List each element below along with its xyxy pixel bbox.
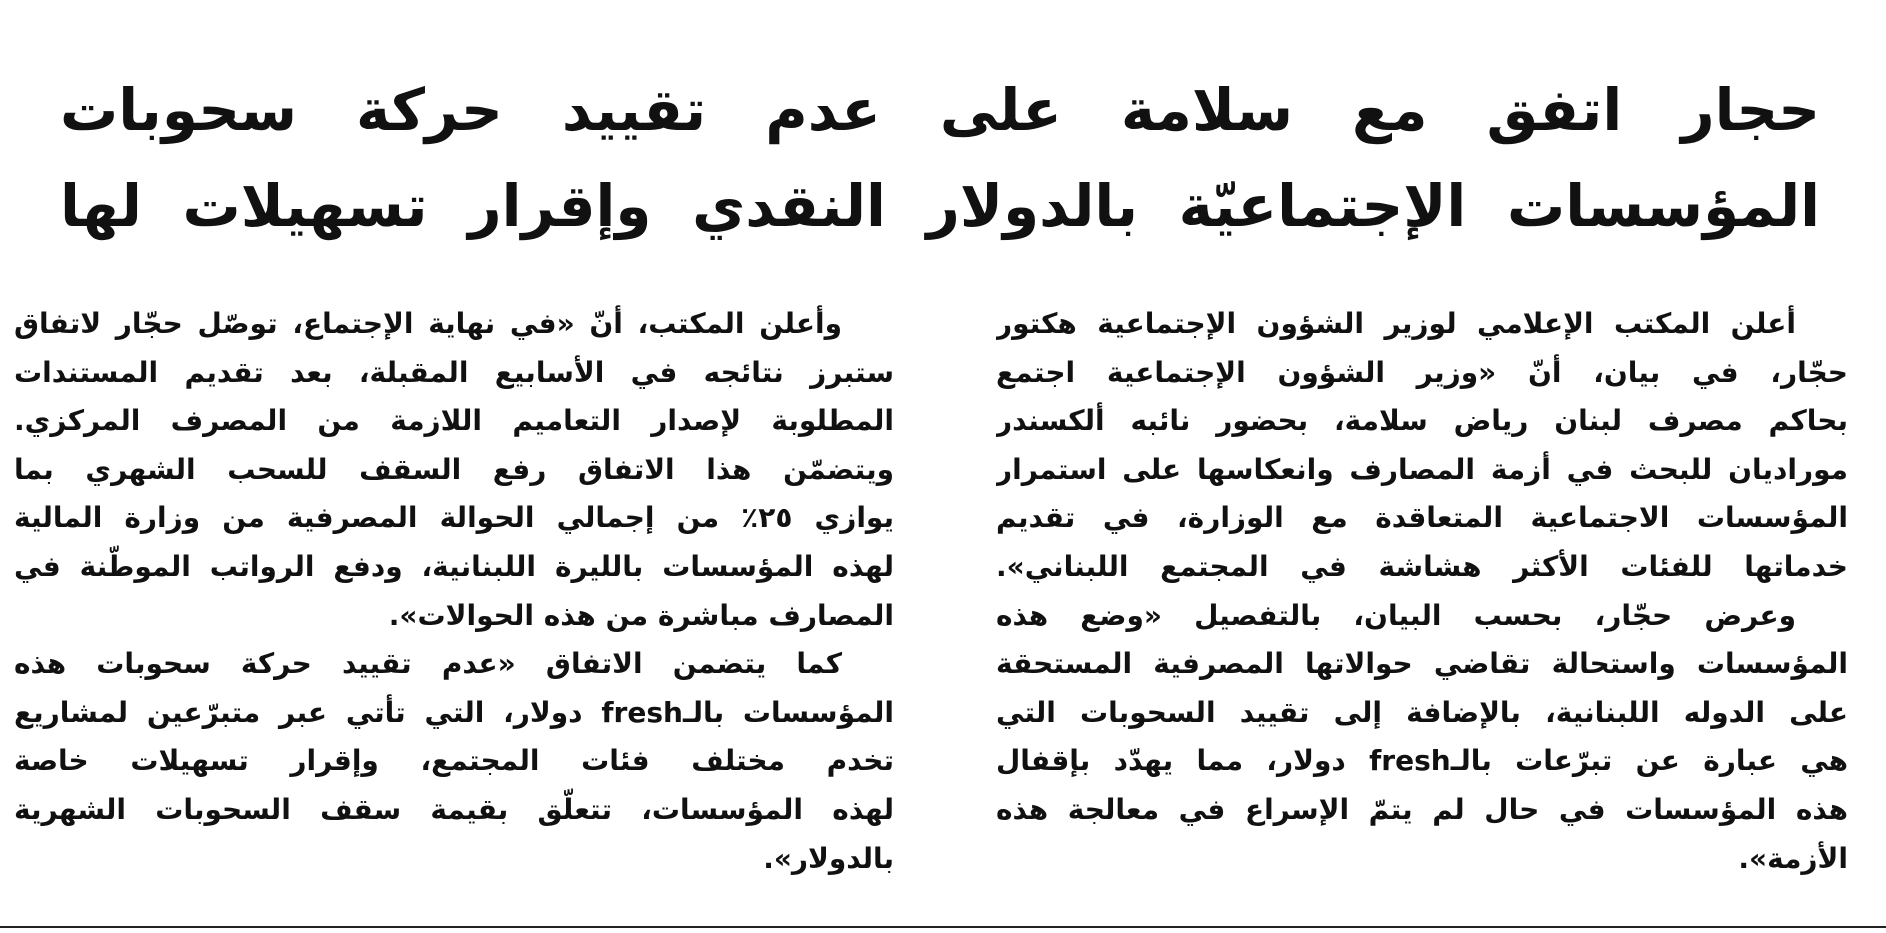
- paragraph-line: تخدم مختلف فئات المجتمع، وإقرار تسهيلات خاصة: [14, 744, 894, 778]
- paragraph-line: موراديان للبحث في أزمة المصارف وانعكاسها على استمرار: [996, 452, 1848, 486]
- paragraph-line: خدماتها للفئات الأكثر هشاشة في المجتمع اللبناني».: [996, 549, 1848, 583]
- bottom-divider: [0, 926, 1886, 928]
- paragraph-line: على الدوله اللبنانية، بالإضافة إلى تقييد السحوبات التي: [996, 695, 1848, 729]
- paragraph-line: ويتضمّن هذا الاتفاق رفع السقف للسحب الشهري بما: [14, 452, 894, 486]
- paragraph-line: المؤسسات بالـfresh دولار، التي تأتي عبر متبرّعين لمشاريع: [14, 695, 894, 729]
- article-column-left: [14, 300, 894, 883]
- headline-line-2: المؤسسات الإجتماعيّة بالدولار النقدي وإقرار تسهيلات لها: [60, 172, 1820, 240]
- paragraph-line: المؤسسات واستحالة تقاضي حوالاتها المصرفية المستحقة: [996, 647, 1848, 681]
- article-headline: [60, 62, 1820, 254]
- paragraph-line: المؤسسات الاجتماعية المتعاقدة مع الوزارة، في تقديم: [996, 501, 1848, 535]
- paragraph-line: وأعلن المكتب، أنّ «في نهاية الإجتماع، توصّل حجّار لاتفاق: [14, 307, 842, 340]
- paragraph-line: الأزمة».: [1738, 841, 1848, 875]
- paragraph-line: أعلن المكتب الإعلامي لوزير الشؤون الإجتماعية هكتور: [996, 307, 1796, 340]
- paragraph-line: لهذه المؤسسات، تتعلّق بقيمة سقف السحوبات الشهرية: [14, 792, 894, 826]
- paragraph-line: كما يتضمن الاتفاق «عدم تقييد حركة سحوبات هذه: [14, 647, 842, 681]
- paragraph-line: بحاكم مصرف لبنان رياض سلامة، بحضور نائبه ألكسندر: [996, 404, 1848, 438]
- paragraph-line: بالدولار».: [763, 841, 894, 875]
- paragraph-line: يوازي ٢٥٪ من إجمالي الحوالة المصرفية من وزارة المالية: [14, 501, 894, 535]
- headline-line-1: حجار اتفق مع سلامة على عدم تقييد حركة سحوبات: [60, 76, 1820, 144]
- paragraph-line: لهذه المؤسسات بالليرة اللبنانية، ودفع الرواتب الموطّنة في: [14, 549, 894, 583]
- paragraph-line: ستبرز نتائجه في الأسابيع المقبلة، بعد تقديم المستندات: [14, 355, 894, 389]
- paragraph-line: المطلوبة لإصدار التعاميم اللازمة من المصرف المركزي.: [14, 404, 894, 438]
- article-column-right: [996, 300, 1848, 883]
- paragraph-line: هي عبارة عن تبرّعات بالـfresh دولار، مما يهدّد بإقفال: [996, 744, 1848, 778]
- paragraph-line: حجّار، في بيان، أنّ «وزير الشؤون الإجتماعية اجتمع: [996, 355, 1848, 389]
- paragraph-line: المصارف مباشرة من هذه الحوالات».: [388, 598, 894, 632]
- paragraph-line: هذه المؤسسات في حال لم يتمّ الإسراع في معالجة هذه: [996, 792, 1848, 826]
- paragraph-line: وعرض حجّار، بحسب البيان، بالتفصيل «وضع هذه: [996, 598, 1796, 632]
